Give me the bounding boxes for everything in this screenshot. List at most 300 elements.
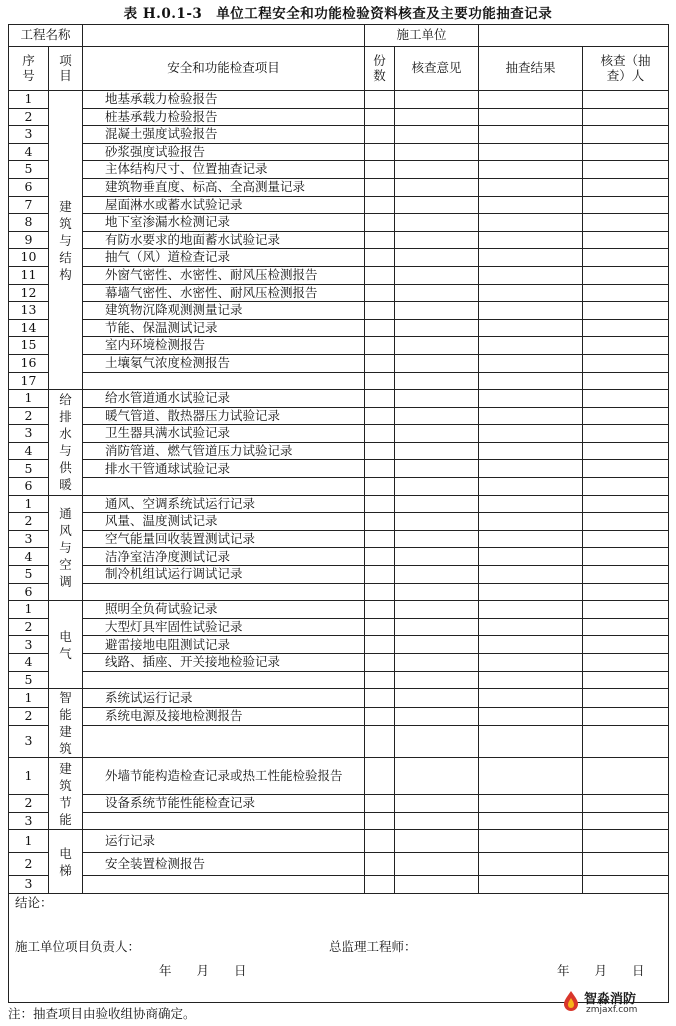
reviewer-cell[interactable] xyxy=(583,390,669,408)
result-cell[interactable] xyxy=(479,654,583,672)
row-number: 1 xyxy=(9,830,49,853)
group-name: 给 排 水 与 供 暖 xyxy=(49,390,83,496)
check-item: 外窗气密性、水密性、耐风压检测报告 xyxy=(83,266,365,284)
reviewer-cell[interactable] xyxy=(583,337,669,355)
reviewer-cell[interactable] xyxy=(583,425,669,443)
reviewer-cell[interactable] xyxy=(583,478,669,496)
opinion-cell[interactable] xyxy=(395,214,479,232)
row-number: 15 xyxy=(9,337,49,355)
row-number: 3 xyxy=(9,636,49,654)
row-number: 3 xyxy=(9,530,49,548)
check-item: 抽气（风）道检查记录 xyxy=(83,249,365,267)
opinion-cell[interactable] xyxy=(395,513,479,531)
table-row xyxy=(9,707,669,725)
copies-cell[interactable] xyxy=(365,108,395,126)
opinion-cell[interactable] xyxy=(395,707,479,725)
group-name: 智 能 建 筑 xyxy=(49,689,83,758)
copies-cell[interactable] xyxy=(365,249,395,267)
check-item: 大型灯具牢固性试验记录 xyxy=(83,618,365,636)
row-number: 14 xyxy=(9,319,49,337)
reviewer-cell[interactable] xyxy=(583,284,669,302)
reviewer-cell[interactable] xyxy=(583,442,669,460)
reviewer-cell[interactable] xyxy=(583,671,669,689)
copies-cell[interactable] xyxy=(365,178,395,196)
table-row xyxy=(9,372,669,390)
result-cell[interactable] xyxy=(479,707,583,725)
copies-cell[interactable] xyxy=(365,548,395,566)
result-cell[interactable] xyxy=(479,161,583,179)
opinion-cell[interactable] xyxy=(395,758,479,795)
page-title: 表 H.0.1-3 单位工程安全和功能检验资料核查及主要功能抽查记录 xyxy=(123,6,553,22)
row-number: 9 xyxy=(9,231,49,249)
contractor-manager-label: 施工单位项目负责人： xyxy=(15,938,141,954)
row-number: 3 xyxy=(9,425,49,443)
result-cell[interactable] xyxy=(479,618,583,636)
copies-cell[interactable] xyxy=(365,853,395,876)
copies-cell[interactable] xyxy=(365,372,395,390)
result-cell[interactable] xyxy=(479,302,583,320)
table-row xyxy=(9,671,669,689)
copies-cell[interactable] xyxy=(365,707,395,725)
result-cell[interactable] xyxy=(479,812,583,830)
opinion-cell[interactable] xyxy=(395,319,479,337)
copies-cell[interactable] xyxy=(365,231,395,249)
reviewer-cell[interactable] xyxy=(583,495,669,513)
copies-cell[interactable] xyxy=(365,671,395,689)
group-name: 建 筑 与 结 构 xyxy=(49,91,83,390)
copies-cell[interactable] xyxy=(365,284,395,302)
result-cell[interactable] xyxy=(479,853,583,876)
copies-cell[interactable] xyxy=(365,725,395,757)
row-number: 3 xyxy=(9,876,49,894)
opinion-cell[interactable] xyxy=(395,548,479,566)
opinion-cell[interactable] xyxy=(395,876,479,894)
opinion-cell[interactable] xyxy=(395,143,479,161)
row-number: 6 xyxy=(9,583,49,601)
result-cell[interactable] xyxy=(479,249,583,267)
table-row xyxy=(9,442,669,460)
table-row xyxy=(9,337,669,355)
result-cell[interactable] xyxy=(479,143,583,161)
reviewer-cell[interactable] xyxy=(583,853,669,876)
result-cell[interactable] xyxy=(479,689,583,707)
table-row xyxy=(9,853,669,876)
reviewer-cell[interactable] xyxy=(583,249,669,267)
group-name: 电 梯 xyxy=(49,830,83,894)
table-row xyxy=(9,143,669,161)
reviewer-cell[interactable] xyxy=(583,108,669,126)
reviewer-cell[interactable] xyxy=(583,583,669,601)
reviewer-cell[interactable] xyxy=(583,231,669,249)
row-number: 3 xyxy=(9,725,49,757)
reviewer-cell[interactable] xyxy=(583,618,669,636)
result-cell[interactable] xyxy=(479,407,583,425)
copies-cell[interactable] xyxy=(365,758,395,795)
result-cell[interactable] xyxy=(479,548,583,566)
result-cell[interactable] xyxy=(479,319,583,337)
copies-cell[interactable] xyxy=(365,530,395,548)
copies-cell[interactable] xyxy=(365,495,395,513)
opinion-cell[interactable] xyxy=(395,302,479,320)
table-row xyxy=(9,812,669,830)
opinion-cell[interactable] xyxy=(395,689,479,707)
check-item: 卫生器具满水试验记录 xyxy=(83,425,365,443)
check-item: 避雷接地电阻测试记录 xyxy=(83,636,365,654)
opinion-cell[interactable] xyxy=(395,495,479,513)
copies-cell[interactable] xyxy=(365,601,395,619)
check-item: 通风、空调系统试运行记录 xyxy=(83,495,365,513)
row-number: 2 xyxy=(9,618,49,636)
table-row xyxy=(9,407,669,425)
reviewer-cell[interactable] xyxy=(583,354,669,372)
reviewer-cell[interactable] xyxy=(583,302,669,320)
result-cell[interactable] xyxy=(479,566,583,584)
reviewer-cell[interactable] xyxy=(583,795,669,813)
table-row xyxy=(9,513,669,531)
project-name-value[interactable] xyxy=(83,25,365,47)
check-item: 洁净室洁净度测试记录 xyxy=(83,548,365,566)
opinion-cell[interactable] xyxy=(395,442,479,460)
date-left: 年 月 日 xyxy=(159,962,247,978)
copies-cell[interactable] xyxy=(365,196,395,214)
opinion-cell[interactable] xyxy=(395,407,479,425)
result-cell[interactable] xyxy=(479,758,583,795)
result-cell[interactable] xyxy=(479,583,583,601)
copies-cell[interactable] xyxy=(365,876,395,894)
table-row xyxy=(9,636,669,654)
check-item: 给水管道通水试验记录 xyxy=(83,390,365,408)
table-row xyxy=(9,689,669,707)
reviewer-cell[interactable] xyxy=(583,548,669,566)
opinion-cell[interactable] xyxy=(395,178,479,196)
table-row xyxy=(9,601,669,619)
row-number: 2 xyxy=(9,795,49,813)
col-result-header: 抽查结果 xyxy=(479,47,583,91)
copies-cell[interactable] xyxy=(365,354,395,372)
reviewer-cell[interactable] xyxy=(583,372,669,390)
copies-cell[interactable] xyxy=(365,425,395,443)
reviewer-cell[interactable] xyxy=(583,91,669,109)
col-opinion-header: 核查意见 xyxy=(395,47,479,91)
opinion-cell[interactable] xyxy=(395,618,479,636)
check-item xyxy=(83,876,365,894)
reviewer-cell[interactable] xyxy=(583,636,669,654)
check-item: 风量、温度测试记录 xyxy=(83,513,365,531)
table-row xyxy=(9,266,669,284)
copies-cell[interactable] xyxy=(365,636,395,654)
result-cell[interactable] xyxy=(479,214,583,232)
row-number: 2 xyxy=(9,707,49,725)
copies-cell[interactable] xyxy=(365,407,395,425)
result-cell[interactable] xyxy=(479,495,583,513)
copies-cell[interactable] xyxy=(365,795,395,813)
opinion-cell[interactable] xyxy=(395,372,479,390)
copies-cell[interactable] xyxy=(365,214,395,232)
copies-cell[interactable] xyxy=(365,583,395,601)
table-row xyxy=(9,495,669,513)
opinion-cell[interactable] xyxy=(395,654,479,672)
reviewer-cell[interactable] xyxy=(583,830,669,853)
opinion-cell[interactable] xyxy=(395,478,479,496)
result-cell[interactable] xyxy=(479,231,583,249)
check-item: 砂浆强度试验报告 xyxy=(83,143,365,161)
opinion-cell[interactable] xyxy=(395,108,479,126)
reviewer-cell[interactable] xyxy=(583,689,669,707)
reviewer-cell[interactable] xyxy=(583,725,669,757)
reviewer-cell[interactable] xyxy=(583,876,669,894)
copies-cell[interactable] xyxy=(365,830,395,853)
table-row xyxy=(9,654,669,672)
result-cell[interactable] xyxy=(479,108,583,126)
group-name: 建 筑 节 能 xyxy=(49,758,83,830)
check-item: 节能、保温测试记录 xyxy=(83,319,365,337)
opinion-cell[interactable] xyxy=(395,196,479,214)
opinion-cell[interactable] xyxy=(395,249,479,267)
check-item: 地基承载力检验报告 xyxy=(83,91,365,109)
reviewer-cell[interactable] xyxy=(583,143,669,161)
row-number: 1 xyxy=(9,390,49,408)
check-item xyxy=(83,812,365,830)
reviewer-cell[interactable] xyxy=(583,654,669,672)
check-item: 室内环境检测报告 xyxy=(83,337,365,355)
check-item: 外墙节能构造检查记录或热工性能检验报告 xyxy=(83,758,365,795)
opinion-cell[interactable] xyxy=(395,671,479,689)
result-cell[interactable] xyxy=(479,530,583,548)
reviewer-cell[interactable] xyxy=(583,161,669,179)
copies-cell[interactable] xyxy=(365,460,395,478)
check-item: 排水干管通球试验记录 xyxy=(83,460,365,478)
opinion-cell[interactable] xyxy=(395,337,479,355)
reviewer-cell[interactable] xyxy=(583,758,669,795)
opinion-cell[interactable] xyxy=(395,425,479,443)
copies-cell[interactable] xyxy=(365,126,395,144)
table-row xyxy=(9,161,669,179)
opinion-cell[interactable] xyxy=(395,795,479,813)
copies-cell[interactable] xyxy=(365,266,395,284)
table-row xyxy=(9,196,669,214)
row-number: 2 xyxy=(9,853,49,876)
opinion-cell[interactable] xyxy=(395,91,479,109)
group-name: 电 气 xyxy=(49,601,83,689)
row-number: 10 xyxy=(9,249,49,267)
row-number: 3 xyxy=(9,812,49,830)
check-item: 土壤氡气浓度检测报告 xyxy=(83,354,365,372)
reviewer-cell[interactable] xyxy=(583,513,669,531)
conclusion-label: 结论： xyxy=(15,894,53,910)
copies-cell[interactable] xyxy=(365,302,395,320)
copies-cell[interactable] xyxy=(365,442,395,460)
row-number: 6 xyxy=(9,178,49,196)
reviewer-cell[interactable] xyxy=(583,407,669,425)
reviewer-cell[interactable] xyxy=(583,707,669,725)
col-seq-header: 序 号 xyxy=(9,47,49,91)
check-item: 系统试运行记录 xyxy=(83,689,365,707)
opinion-cell[interactable] xyxy=(395,231,479,249)
row-number: 4 xyxy=(9,442,49,460)
opinion-cell[interactable] xyxy=(395,812,479,830)
result-cell[interactable] xyxy=(479,725,583,757)
table-row xyxy=(9,530,669,548)
reviewer-cell[interactable] xyxy=(583,126,669,144)
table-row xyxy=(9,566,669,584)
check-item xyxy=(83,583,365,601)
opinion-cell[interactable] xyxy=(395,601,479,619)
result-cell[interactable] xyxy=(479,372,583,390)
result-cell[interactable] xyxy=(479,636,583,654)
result-cell[interactable] xyxy=(479,513,583,531)
check-item: 混凝土强度试验报告 xyxy=(83,126,365,144)
reviewer-cell[interactable] xyxy=(583,214,669,232)
row-number: 17 xyxy=(9,372,49,390)
reviewer-cell[interactable] xyxy=(583,530,669,548)
opinion-cell[interactable] xyxy=(395,583,479,601)
result-cell[interactable] xyxy=(479,337,583,355)
reviewer-cell[interactable] xyxy=(583,601,669,619)
row-number: 3 xyxy=(9,126,49,144)
result-cell[interactable] xyxy=(479,390,583,408)
group-name: 通 风 与 空 调 xyxy=(49,495,83,601)
result-cell[interactable] xyxy=(479,266,583,284)
check-item: 主体结构尺寸、位置抽查记录 xyxy=(83,161,365,179)
table-row xyxy=(9,231,669,249)
check-item: 设备系统节能性能检查记录 xyxy=(83,795,365,813)
opinion-cell[interactable] xyxy=(395,725,479,757)
check-item: 消防管道、燃气管道压力试验记录 xyxy=(83,442,365,460)
watermark xyxy=(560,986,670,1022)
opinion-cell[interactable] xyxy=(395,284,479,302)
result-cell[interactable] xyxy=(479,671,583,689)
table-row xyxy=(9,354,669,372)
reviewer-cell[interactable] xyxy=(583,319,669,337)
col-check-header: 安全和功能检查项目 xyxy=(83,47,365,91)
result-cell[interactable] xyxy=(479,196,583,214)
check-item xyxy=(83,372,365,390)
result-cell[interactable] xyxy=(479,284,583,302)
flame-drop-icon xyxy=(560,990,582,1012)
copies-cell[interactable] xyxy=(365,618,395,636)
row-number: 5 xyxy=(9,161,49,179)
result-cell[interactable] xyxy=(479,601,583,619)
contractor-value[interactable] xyxy=(479,25,669,47)
opinion-cell[interactable] xyxy=(395,530,479,548)
table-row xyxy=(9,478,669,496)
project-name-label: 工程名称 xyxy=(9,25,83,47)
copies-cell[interactable] xyxy=(365,337,395,355)
copies-cell[interactable] xyxy=(365,513,395,531)
chief-supervisor-label: 总监理工程师： xyxy=(329,938,417,954)
opinion-cell[interactable] xyxy=(395,390,479,408)
reviewer-cell[interactable] xyxy=(583,196,669,214)
row-number: 1 xyxy=(9,91,49,109)
result-cell[interactable] xyxy=(479,126,583,144)
copies-cell[interactable] xyxy=(365,566,395,584)
opinion-cell[interactable] xyxy=(395,126,479,144)
reviewer-cell[interactable] xyxy=(583,566,669,584)
reviewer-cell[interactable] xyxy=(583,178,669,196)
table-row xyxy=(9,91,669,109)
opinion-cell[interactable] xyxy=(395,853,479,876)
row-number: 2 xyxy=(9,513,49,531)
check-item: 空气能量回收装置测试记录 xyxy=(83,530,365,548)
opinion-cell[interactable] xyxy=(395,266,479,284)
check-item: 线路、插座、开关接地检验记录 xyxy=(83,654,365,672)
opinion-cell[interactable] xyxy=(395,460,479,478)
result-cell[interactable] xyxy=(479,178,583,196)
opinion-cell[interactable] xyxy=(395,566,479,584)
inspection-table xyxy=(8,24,669,1003)
check-item: 桩基承载力检验报告 xyxy=(83,108,365,126)
check-item: 幕墙气密性、水密性、耐风压检测报告 xyxy=(83,284,365,302)
opinion-cell[interactable] xyxy=(395,354,479,372)
opinion-cell[interactable] xyxy=(395,636,479,654)
copies-cell[interactable] xyxy=(365,91,395,109)
copies-cell[interactable] xyxy=(365,689,395,707)
reviewer-cell[interactable] xyxy=(583,460,669,478)
result-cell[interactable] xyxy=(479,460,583,478)
copies-cell[interactable] xyxy=(365,812,395,830)
row-number: 6 xyxy=(9,478,49,496)
table-row xyxy=(9,126,669,144)
reviewer-cell[interactable] xyxy=(583,812,669,830)
table-row xyxy=(9,214,669,232)
reviewer-cell[interactable] xyxy=(583,266,669,284)
result-cell[interactable] xyxy=(479,354,583,372)
row-number: 2 xyxy=(9,108,49,126)
result-cell[interactable] xyxy=(479,442,583,460)
check-item: 建筑物垂直度、标高、全高测量记录 xyxy=(83,178,365,196)
row-number: 1 xyxy=(9,689,49,707)
table-row xyxy=(9,725,669,757)
contractor-label: 施工单位 xyxy=(365,25,479,47)
opinion-cell[interactable] xyxy=(395,830,479,853)
row-number: 5 xyxy=(9,566,49,584)
date-right: 年 月 日 xyxy=(557,962,645,978)
result-cell[interactable] xyxy=(479,478,583,496)
table-row xyxy=(9,758,669,795)
row-number: 1 xyxy=(9,601,49,619)
copies-cell[interactable] xyxy=(365,143,395,161)
result-cell[interactable] xyxy=(479,795,583,813)
check-item: 有防水要求的地面蓄水试验记录 xyxy=(83,231,365,249)
row-number: 16 xyxy=(9,354,49,372)
table-row xyxy=(9,284,669,302)
table-row xyxy=(9,390,669,408)
check-item: 运行记录 xyxy=(83,830,365,853)
result-cell[interactable] xyxy=(479,91,583,109)
row-number: 4 xyxy=(9,654,49,672)
copies-cell[interactable] xyxy=(365,390,395,408)
table-row xyxy=(9,178,669,196)
result-cell[interactable] xyxy=(479,425,583,443)
watermark-url: zmjaxf.com xyxy=(586,1005,638,1015)
copies-cell[interactable] xyxy=(365,161,395,179)
table-row xyxy=(9,249,669,267)
copies-cell[interactable] xyxy=(365,654,395,672)
table-row xyxy=(9,548,669,566)
result-cell[interactable] xyxy=(479,876,583,894)
copies-cell[interactable] xyxy=(365,319,395,337)
table-row xyxy=(9,795,669,813)
table-row xyxy=(9,425,669,443)
table-row xyxy=(9,302,669,320)
copies-cell[interactable] xyxy=(365,478,395,496)
table-row xyxy=(9,876,669,894)
row-number: 5 xyxy=(9,460,49,478)
check-item: 地下室渗漏水检测记录 xyxy=(83,214,365,232)
result-cell[interactable] xyxy=(479,830,583,853)
check-item: 安全装置检测报告 xyxy=(83,853,365,876)
opinion-cell[interactable] xyxy=(395,161,479,179)
